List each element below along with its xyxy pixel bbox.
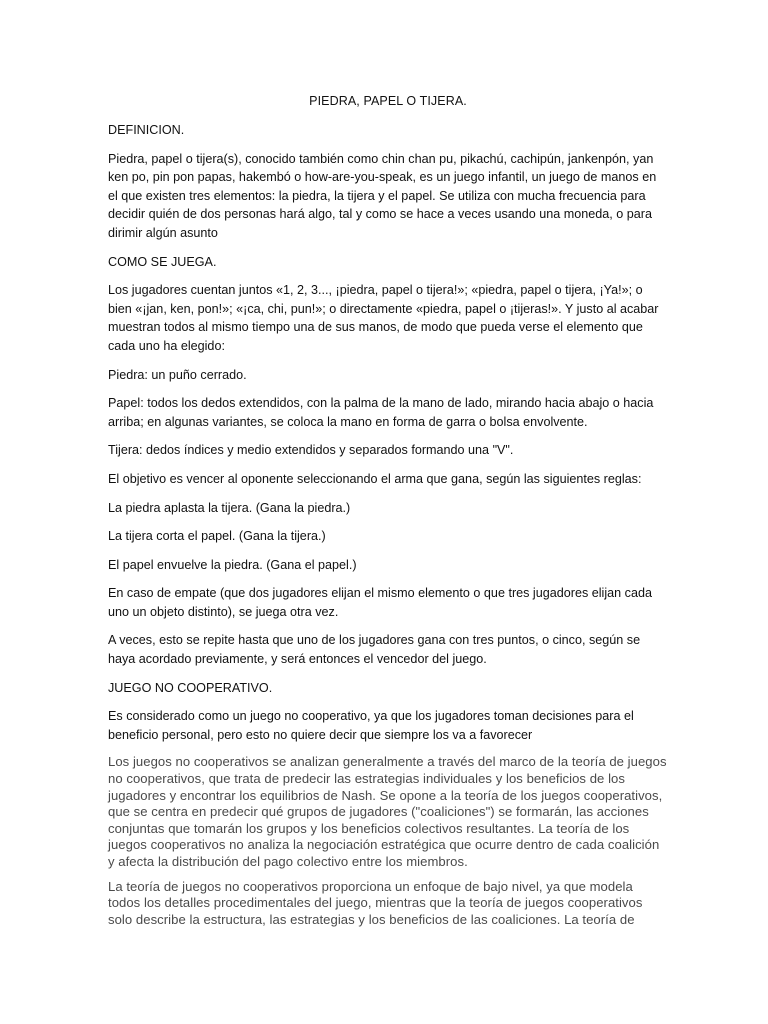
paragraph-no-cooperativo: Es considerado como un juego no cooperativo, ya que los jugadores toman decisiones para el beneficio personal, pero esto no quiere decir que siempre los va a favorecer [108, 709, 634, 742]
paragraph-definicion: Piedra, papel o tijera(s), conocido también como chin chan pu, pikachú, cachipún, jankenpón, yan ken po, pin pon papas, hakembó o how-are-you-speak, es un juego infantil, un juego de manos en el que existen tres elementos: la piedra, la tijera y el papel. Se utiliza con mucha frecuencia para decidir quién de dos personas hará algo, tal y como se hace a veces usando una moneda, o para dirimir algún asunto [108, 151, 657, 240]
paragraph-teoria-2: La teoría de juegos no cooperativos proporciona un enfoque de bajo nivel, ya que modela todos los detalles procedimentales del juego, mientras que la teoría de juegos cooperativos solo describe la estructura, las estrategias y los beneficios de las coaliciones. La teoría de [108, 878, 643, 927]
paragraph-teoria-1: Los juegos no cooperativos se analizan generalmente a través del marco de la teoría de juegos no cooperativos, que trata de predecir las estrategias individuales y los beneficios de los jugadores y encontrar los equilibrios de Nash. Se opone a la teoría de los juegos cooperativos, que se centra en predecir qué grupos de jugadores ("coaliciones") se formarán, las acciones conjuntas que tomarán los grupos y los beneficios colectivos resultantes. La teoría de los juegos cooperativos no analiza la negociación estratégica que ocurre dentro de cada coalición y afecta la distribución del pago colectivo entre los miembros. [108, 754, 667, 869]
paragraph-puntos: A veces, esto se repite hasta que uno de los jugadores gana con tres puntos, o cinco, según se haya acordado previamente, y será entonces el vencedor del juego. [108, 633, 641, 667]
document-content [108, 94, 668, 936]
paragraph-conteo: Los jugadores cuentan juntos «1, 2, 3..., ¡piedra, papel o tijera!»; «piedra, papel o tijera, ¡Ya!»; o bien «¡jan, ken, pon!»; «¡ca, chi, pun!»; o directamente «piedra, papel o ¡tijeras!». Y justo al acabar muestran todos al mismo tiempo una de sus manos, de modo que pueda verse el elemento que cada uno ha elegido: [108, 283, 659, 353]
paragraph-piedra: Piedra: un puño cerrado. [108, 367, 247, 382]
paragraph-tijera: Tijera: dedos índices y medio extendidos y separados formando una "V". [108, 443, 514, 458]
paragraph-objetivo: El objetivo es vencer al oponente seleccionando el arma que gana, según las siguientes reglas: [108, 471, 642, 486]
paragraph-empate: En caso de empate (que dos jugadores elijan el mismo elemento o que tres jugadores elijan cada uno un objeto distinto), se juega otra vez. [108, 586, 652, 619]
document-title: PIEDRA, PAPEL O TIJERA. [309, 94, 467, 108]
rule-papel: El papel envuelve la piedra. (Gana el papel.) [108, 557, 357, 572]
section-heading-como-se-juega: COMO SE JUEGA. [108, 254, 217, 269]
rule-tijera: La tijera corta el papel. (Gana la tijera.) [108, 529, 326, 544]
section-heading-juego-no-cooperativo: JUEGO NO COOPERATIVO. [108, 680, 273, 695]
rule-piedra: La piedra aplasta la tijera. (Gana la piedra.) [108, 500, 351, 515]
paragraph-papel: Papel: todos los dedos extendidos, con la palma de la mano de lado, mirando hacia abajo o hacia arriba; en algunas variantes, se coloca la mano en forma de garra o bolsa envolvente. [108, 396, 654, 429]
section-heading-definicion: DEFINICION. [108, 123, 185, 137]
